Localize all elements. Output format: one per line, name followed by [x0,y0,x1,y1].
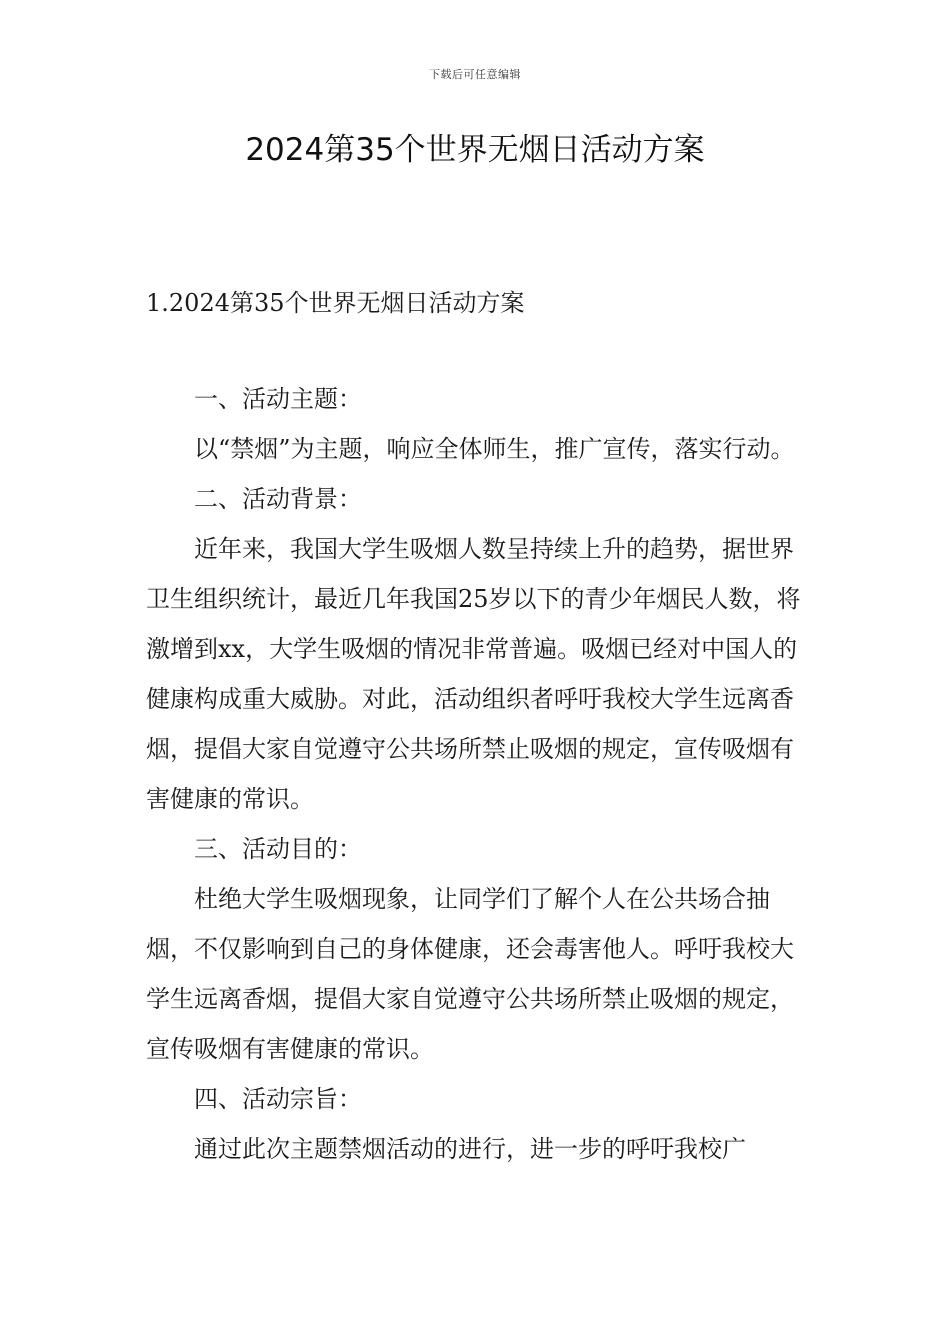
section-body-aim: 通过此次主题禁烟活动的进行，进一步的呼吁我校广 [194,1135,746,1163]
section-subtitle: 1.2024第35个世界无烟日活动方案 [146,289,525,317]
header-note: 下载后可任意编辑 [429,68,521,81]
section-body-theme: 以“禁烟”为主题，响应全体师生，推广宣传，落实行动。 [194,435,795,463]
section-heading-background: 二、活动背景： [194,485,362,513]
document-title: 2024第35个世界无烟日活动方案 [245,132,705,168]
section-heading-theme: 一、活动主题： [194,385,362,413]
section-heading-aim: 四、活动宗旨： [194,1085,362,1113]
section-heading-purpose: 三、活动目的： [194,835,362,863]
section-body-background: 近年来，我国大学生吸烟人数呈持续上升的趋势，据世界卫生组织统计，最近几年我国25岁以下的青少年烟民人数，将激增到xx，大学生吸烟的情况非常普遍。吸烟已经对中国人的健康构成重大威胁。对此，活动组织者呼吁我校大学生远离香烟，提倡大家自觉遵守公共场所禁止吸烟的规定，宣传吸烟有害健康的常识。 [146,535,801,813]
section-body-purpose: 杜绝大学生吸烟现象，让同学们了解个人在公共场合抽烟，不仅影响到自己的身体健康，还会毒害他人。呼吁我校大学生远离香烟，提倡大家自觉遵守公共场所禁止吸烟的规定，宣传吸烟有害健康的常识。 [146,885,794,1063]
document-body [146,374,810,1174]
